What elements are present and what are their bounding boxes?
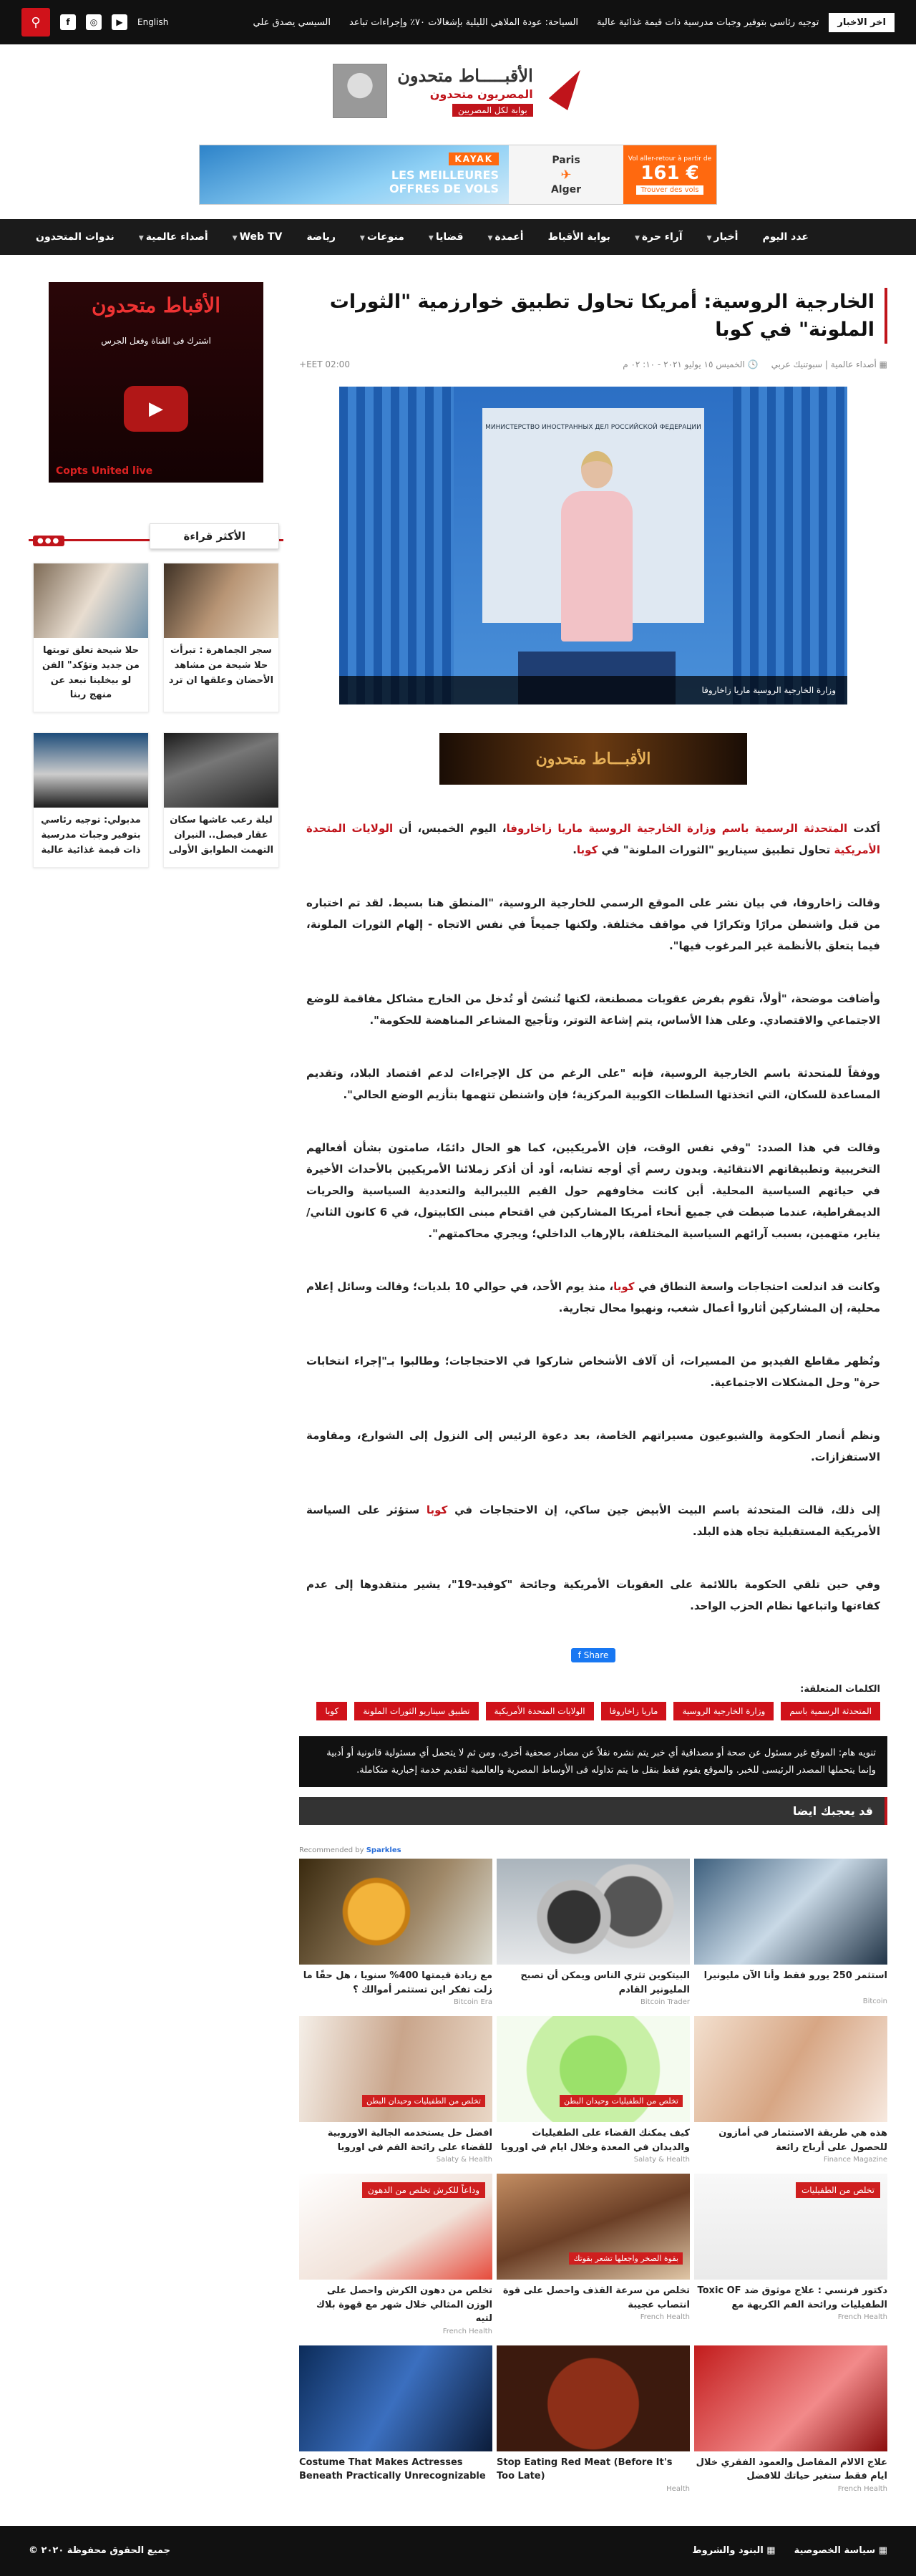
paragraph: وقالت زاخاروفا، في بيان نشر على الموقع الرسمي للخارجية الروسية، "المنطق هنا بسيط. لقد تم اختباره من قبل واشنطن مرارًا وتكرارًا في مواقف مختلفة. ولكنها جميعاً في نفس الاتجاه - إلهام الثورات الملونة، فيما يتعلق بالأنظمة غير المرغوب فيها". [306, 896, 880, 953]
ticker-item[interactable]: توجيه رئاسي بتوفير وجبات مدرسية ذات قيمة غذائية عالية [597, 16, 819, 28]
news-ticker [178, 17, 819, 28]
most-read-list [29, 563, 283, 868]
latest-news-button[interactable]: اخر الاخبار [829, 13, 895, 32]
recommended-badge: تخلص من الطفيليات وحيدان البطن [362, 2095, 485, 2107]
recommended-badge: تخلص من الطفيليات [796, 2182, 880, 2198]
most-read-card[interactable] [163, 732, 279, 867]
most-read-card[interactable] [33, 732, 149, 867]
play-icon[interactable]: ▶ [124, 386, 188, 432]
recommended-title[interactable]: هذه هي طريقة الاستثمار في أمازون للحصول على أرباح رائعة [718, 2128, 887, 2153]
recommended-title[interactable]: دكتور فرنسي : علاج موثوق ضد Toxic OF الطفيليات ورائحة الفم الكريهة مع [697, 2285, 887, 2310]
inline-ad-banner[interactable]: الأقبـــاط متحدون [439, 733, 747, 785]
tag-link[interactable]: المتحدثة الرسمية باسم [781, 1702, 880, 1720]
recommended-title[interactable]: مع زيادة قيمتها 400% سنويا ، هل حقًا ما زلت تفكر اين تستثمر أموالك ؟ [303, 1970, 492, 1995]
paragraph: ونظم أنصار الحكومة والشيوعيون مسيراتهم الخاصة، بعد دعوة الرئيس إلى النزول إلى الشوارع، ومقاومة الاستفزازات. [306, 1429, 880, 1464]
recommended-card[interactable] [694, 2345, 887, 2493]
tags-list [299, 1702, 887, 1720]
article-meta [299, 359, 887, 369]
most-read-image[interactable] [34, 733, 148, 808]
image-caption: وزارة الخارجية الروسية ماريا زاخاروفا [339, 676, 847, 704]
nav-item[interactable]: رياضة [306, 231, 336, 243]
youtube-video-embed[interactable] [49, 282, 263, 483]
recommended-badge: تخلص من الطفيليات وحيدان البطن [560, 2095, 683, 2107]
keyword-link[interactable]: المتحدثة الرسمية باسم وزارة الخارجية الروسية ماريا زاخاروفا [506, 822, 848, 836]
most-read-image[interactable] [164, 563, 278, 638]
recommended-image[interactable] [299, 1859, 492, 1965]
nav-item[interactable]: آراء حرة▼ [634, 231, 683, 243]
ad-slogan-line: LES MEILLEURES [391, 168, 499, 183]
ad-price: 161 € [640, 162, 699, 184]
recommended-widget [299, 1846, 887, 2493]
recommended-card[interactable] [694, 1859, 887, 2006]
recommended-image[interactable] [497, 2174, 690, 2280]
dots-icon: ●●● [33, 536, 64, 546]
logo-tagline: بوابة لكل المصريين [452, 104, 533, 117]
chevron-down-icon: ▼ [232, 235, 238, 242]
recommended-title[interactable]: البيتكوين تثري الناس ويمكن أن تصبح المليونير القادم [520, 1970, 690, 1995]
recommended-title[interactable]: استثمر 250 يورو فقط وأنا الآن مليونيرا [703, 1970, 887, 1982]
recommended-card[interactable] [299, 1859, 492, 2006]
main-nav [0, 219, 916, 255]
article-body [299, 818, 887, 1617]
recommended-card[interactable] [694, 2174, 887, 2335]
paragraph: وأضافت موضحة، "أولاً، تقوم بفرض عقوبات مصطنعة، لكنها تُنشئ أو تُدخل من الخارج مشاكل مفاقمة للوضع الاجتماعي والاقتصادي. وعلى هذا الأساس، يتم إشاعة التوتر، وتأجيج المشاعر المناهضة للحكومة". [306, 992, 880, 1027]
most-read-image[interactable] [34, 563, 148, 638]
ad-brand: KAYAK [449, 152, 499, 165]
ad-cta-button[interactable]: Trouver des vols [636, 185, 703, 195]
recommended-card[interactable] [497, 2016, 690, 2164]
recommended-image[interactable] [694, 2016, 887, 2122]
recommended-image[interactable] [694, 2174, 887, 2280]
youtube-icon[interactable]: ▶ [112, 14, 127, 30]
nav-item[interactable]: Web TV▼ [232, 231, 283, 243]
logo-mark-icon [543, 66, 583, 116]
tag-link[interactable]: تطبيق سيناريو الثورات الملونة [354, 1702, 478, 1720]
terms-link[interactable]: ▦ البنود والشروط [692, 2545, 776, 2557]
chevron-down-icon: ▼ [359, 235, 365, 242]
recommended-image[interactable] [694, 2345, 887, 2451]
privacy-link[interactable]: ▦ سياسة الخصوصية [794, 2545, 887, 2557]
nav-item[interactable]: أخبار▼ [706, 231, 739, 243]
facebook-icon[interactable]: f [60, 14, 76, 30]
keyword-link[interactable]: كوبا [426, 1504, 448, 1517]
paragraph: إلى ذلك، قالت المتحدثة باسم البيت الأبيض جين ساكي، إن الاحتجاجات في كوبا ستؤثر على السياسة الأمريكية المستقبلية تجاه هذه البلد. [306, 1504, 880, 1539]
most-read-title[interactable]: مدبولي: توجيه رئاسي بتوفير وجبات مدرسية ذات قيمة غذائية عالية [41, 815, 141, 856]
recommended-badge: بقوة الصخر واجعلها تشعر بقوتك [569, 2252, 683, 2265]
most-read-title: الأكثر قراءة [150, 523, 279, 549]
recommended-card[interactable] [497, 2174, 690, 2335]
disclaimer: تنويه هام: الموقع غير مسئول عن صحة أو مصداقية أي خبر يتم نشره نقلاً عن مصادر صحفية أخرى، ومن ثم لا يتحمل أي مسئولية قانونية أو أدبية وإنما يتحملها المصدر الرئيسى للخبر. والموقع يقوم فقط بنقل ما يتم تداوله فى الأوساط المصرية والعالمية لتقديم خدمة إخبارية متكاملة. [299, 1736, 887, 1787]
paragraph: وكانت قد اندلعت احتجاجات واسعة النطاق في كوبا، منذ يوم الأحد، في حوالي 10 بلديات؛ وقالت وسائل إعلام محلية، إن المشاركين أثاروا أعمال شغب، ونهبوا محال تجارية. [306, 1280, 880, 1315]
most-read-image[interactable] [164, 733, 278, 808]
recommended-image[interactable] [299, 2016, 492, 2122]
keyword-link[interactable]: كوبا [576, 843, 598, 857]
recommended-source: Salaty & Health [436, 2156, 492, 2164]
paragraph: وتُظهر مقاطع الفيديو من المسيرات، أن آلاف الأشخاص شاركوا في الاحتجاجات؛ وطالبوا بـ"إجراء انتخابات حرة" وحل المشكلات الاجتماعية. [306, 1355, 880, 1390]
recommended-title[interactable]: Costume That Makes Actresses Beneath Practically Unrecognizable [299, 2456, 486, 2482]
paragraph: وقالت في هذا الصدد: "وفي نفس الوقت، فإن الأمريكيين، كما هو الحال دائمًا، صامتون بشأن أفعالهم التخريبية وتطبيقاتهم الانتقائية. وبدون رسم أي أوجه تشابه، أود أن أذكر زملائنا الأمريكيين بالأحداث الأخيرة في حياتهم السياسية المحلية. أين كانت مخاوفهم حول القيم الليبرالية والتعددية السياسية والحريات الديمقراطية، عندما ضبطت في جميع أنحاء أمريكا المشاركين في اقتحام مبنى الكابيتول، في 6 كانون الثاني/يناير، متهمين، بسبب آرائهم السياسية المختلفة، بالإرهاب الداخلي؛ ويجري محاكمتهم". [306, 1141, 880, 1241]
keyword-link[interactable]: الولايات المتحدة الأمريكية [306, 822, 880, 857]
tags-heading: الكلمات المتعلقة: [800, 1684, 880, 1695]
recommended-image[interactable] [497, 2345, 690, 2451]
instagram-icon[interactable]: ◎ [86, 14, 102, 30]
paragraph: ووفقاً للمتحدثة باسم الخارجية الروسية، فإنه "على الرغم من كل الإجراءات لدعم اقتصاد البلاد، وتقديم المساعدة للسكان، التي اتخذتها السلطات الكوبية المركزية؛ فإن واشنطن تتهمها بتأزيم الوضع الحالي". [306, 1067, 880, 1102]
most-read-title[interactable]: حلا شيحة تعلق توبتها من جديد وتؤكد" الفن لو بيخلينا نبعد عن منهج ربنا [42, 645, 140, 701]
article-column [299, 282, 887, 2493]
chevron-down-icon: ▼ [138, 235, 144, 242]
nav-item[interactable]: أصداء عالمية▼ [138, 231, 208, 243]
ad-slogan-line: OFFRES DE VOLS [389, 181, 499, 195]
article-date: 🕓 الخميس ١٥ يوليو ٢٠٢١ - ١٠: ٠٢ م [623, 359, 759, 370]
recommended-source: Bitcoin Era [453, 1998, 492, 2007]
paragraph: وفي حين تلقي الحكومة باللائمة على العقوبات الأمريكية وجائحة "كوفيد-19"، يشير منتقدوها إلى عدم كفاءتها واتباعها نظام الحزب الواحد. [306, 1578, 880, 1613]
english-link[interactable]: English [137, 17, 169, 27]
recommended-source: Health [666, 2484, 690, 2493]
ticker-item[interactable]: السياحة: عودة الملاهي الليلية بإشغالات ٧٠٪ وإجراءات تباعد [349, 16, 579, 28]
tag-link[interactable]: ماريا زاخاروفا [601, 1702, 667, 1720]
nav-item[interactable]: عدد اليوم [762, 231, 809, 243]
video-channel: Copts United live [56, 465, 153, 477]
recommended-source: Finance Magazine [823, 2156, 887, 2164]
tag-link[interactable]: الولايات المتحدة الأمريكية [486, 1702, 594, 1720]
recommended-source: French Health [442, 2327, 492, 2335]
recommended-source: Salaty & Health [633, 2156, 690, 2164]
site-logo[interactable] [0, 44, 916, 137]
article-title: الخارجية الروسية: أمريكا تحاول تطبيق خوارزمية "الثورات الملونة" في كوبا [299, 288, 887, 344]
recommended-title[interactable]: افضل حل يستخدمه الجالية الاوروبية للقضاء على رائحة الفم في اوروبا [327, 2128, 492, 2153]
nav-item[interactable]: قضايا▼ [428, 231, 464, 243]
facebook-share-button[interactable]: f Share [571, 1648, 616, 1662]
recommended-image[interactable] [299, 2345, 492, 2451]
copyright: جميع الحقوق محفوظة ٢٠٢٠ © [29, 2545, 171, 2557]
footer [0, 2526, 916, 2576]
recommended-card[interactable] [497, 2345, 690, 2493]
tag-link[interactable]: كوبا [316, 1702, 347, 1720]
nav-item[interactable]: ندوات المتحدون [36, 231, 114, 243]
recommended-card[interactable] [694, 2016, 887, 2164]
article-timezone: EET 02:00+ [299, 359, 350, 370]
nav-item[interactable]: بوابة الأقباط [547, 231, 610, 243]
recommended-image[interactable] [299, 2174, 492, 2280]
recommended-badge: وداعاً للكرش تخلص من الدهون [362, 2182, 485, 2198]
recommended-source: Bitcoin [862, 1998, 887, 2006]
nav-item[interactable]: منوعات▼ [359, 231, 404, 243]
most-read-header [29, 515, 283, 545]
recommended-source: Bitcoin Trader [640, 1998, 690, 2007]
recommended-card[interactable] [299, 2345, 492, 2493]
sidebar [29, 282, 283, 2493]
logo-portrait [333, 64, 387, 118]
search-icon[interactable]: ⚲ [21, 8, 50, 37]
ticker-item[interactable]: السيسي يصدق علي [253, 16, 331, 28]
most-read-card[interactable] [33, 563, 149, 712]
paragraph: أكدت المتحدثة الرسمية باسم وزارة الخارجية الروسية ماريا زاخاروفا، اليوم الخميس، أن الولايات المتحدة الأمريكية تحاول تطبيق سيناريو "الثورات الملونة" في كوبا. [306, 822, 880, 857]
recommended-card[interactable] [497, 1859, 690, 2006]
recommended-image[interactable] [497, 1859, 690, 1965]
ministry-sign: МИНИСТЕРСТВО ИНОСТРАННЫХ ДЕЛ РОССИЙСКОЙ ФЕДЕРАЦИИ [482, 408, 704, 623]
chevron-down-icon: ▼ [634, 235, 640, 242]
recommended-source: French Health [837, 2313, 887, 2322]
chevron-down-icon: ▼ [706, 235, 712, 242]
recommended-title[interactable]: تخلص من سرعة القذف واحصل على قوة انتصاب عجيبة [502, 2285, 690, 2310]
recommended-image[interactable] [694, 1859, 887, 1965]
video-title: الأقباط متحدون [91, 294, 221, 317]
plane-icon: ✈ [560, 167, 572, 183]
article-category[interactable]: ▦ أصداء عالمية | سبوتنيك عربي [771, 359, 887, 370]
top-bar [0, 0, 916, 44]
recommended-title[interactable]: علاج الالام المفاصل والعمود الفقري خلال ايام فقط ستغير حياتك للافضل [696, 2456, 887, 2482]
recommended-card[interactable] [299, 2016, 492, 2164]
ad-origin: Paris [552, 154, 580, 166]
logo-sub-text: المصريون متحدون [429, 87, 533, 101]
recommended-label: Recommended by Sparkles [299, 1846, 401, 1855]
most-read-title[interactable]: ليلة رعب عاشها سكان عقار فيصل.. النيران التهمت الطوابق الأولى [168, 815, 274, 856]
tag-link[interactable]: وزارة الخارجية الروسية [673, 1702, 774, 1720]
chevron-down-icon: ▼ [487, 235, 493, 242]
most-read-title[interactable]: سجر الجماهرة : تبرأت حلا شيحة من مشاهد الأحضان وعلقها ان ترد [168, 645, 274, 686]
keyword-link[interactable]: كوبا [613, 1280, 635, 1294]
chevron-down-icon: ▼ [428, 235, 434, 242]
logo-main-text: الأقبـــــاط متحدون [397, 65, 533, 86]
article-image [339, 387, 847, 704]
kayak-ad-banner[interactable] [199, 145, 717, 205]
nav-item[interactable]: أعمدة▼ [487, 231, 524, 243]
video-subtitle: اشترك فى القناة وفعل الجرس [101, 336, 211, 346]
recommended-title[interactable]: كيف يمكنك القضاء على الطفيليات والديدان في المعدة وخلال ايام في اوروبا [500, 2128, 690, 2153]
recommended-source: French Health [640, 2313, 690, 2322]
recommended-title[interactable]: تخلص من دهون الكرش واحصل على الوزن المثالي خلال شهر مع قهوة بلاك لتيه [316, 2285, 492, 2325]
recommended-image[interactable] [497, 2016, 690, 2122]
most-read-card[interactable] [163, 563, 279, 712]
recommended-title[interactable]: Stop Eating Red Meat (Before It's Too Late) [497, 2456, 673, 2482]
ad-destination: Alger [550, 183, 582, 195]
recommended-source: French Health [837, 2484, 887, 2493]
recommended-card[interactable] [299, 2174, 492, 2335]
ad-note: Vol aller-retour à partir de [628, 155, 712, 163]
also-like-heading: قد يعجبك ايضا [299, 1797, 887, 1825]
